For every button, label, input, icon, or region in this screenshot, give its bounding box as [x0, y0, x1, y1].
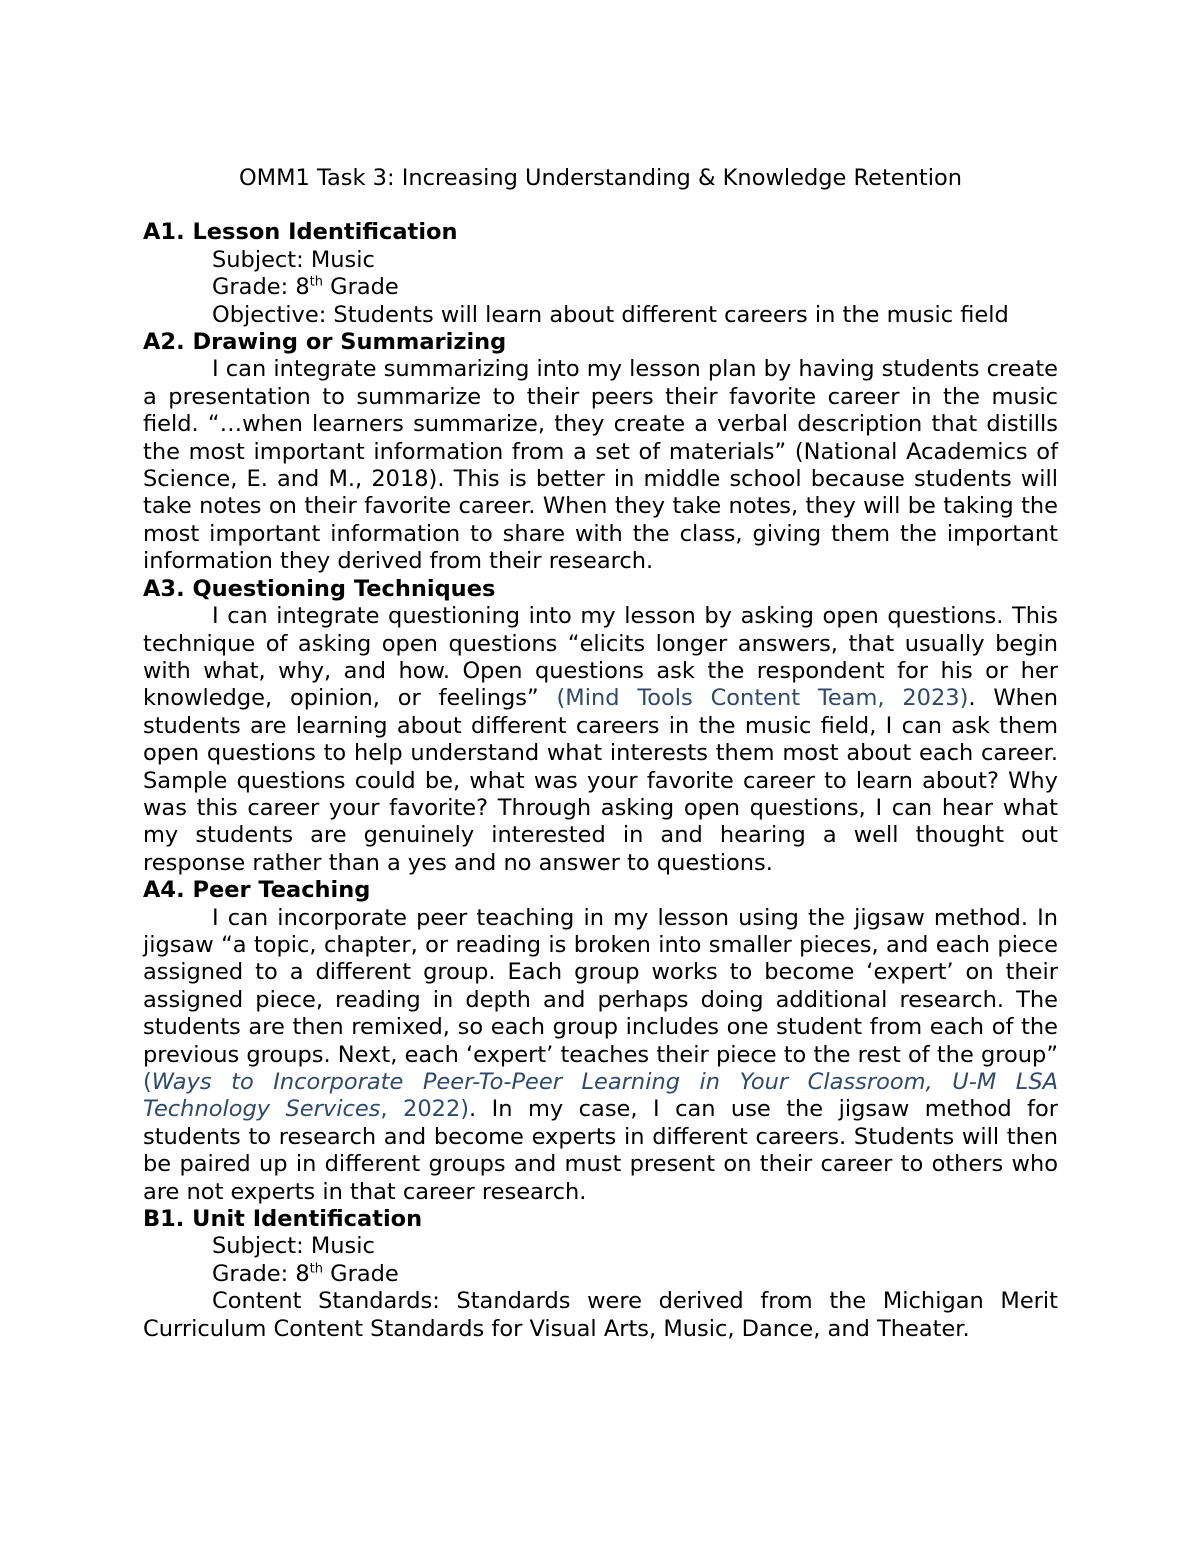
b1-content-standards: Content Standards: Standards were derived from the Michigan Merit Curriculum Content Standards for Visual Arts, Music, Dance, and Theater. — [143, 1288, 1058, 1342]
section-a4 — [143, 877, 1058, 1206]
a4-citation-close: , 2022) — [380, 1096, 470, 1123]
b1-grade-suffix: Grade — [323, 1260, 399, 1287]
a4-citation-title: Ways to Incorporate Peer-To-Peer Learning in Your Classroom, U-M LSA Technology Services — [143, 1069, 1058, 1123]
section-a2-heading: A2. Drawing or Summarizing — [143, 329, 507, 356]
a1-objective: Objective: Students will learn about different careers in the music field — [212, 301, 1009, 328]
a1-grade — [143, 274, 1058, 301]
a1-grade-suffix: Grade — [323, 274, 399, 301]
b1-grade-superscript: th — [309, 1261, 323, 1277]
b1-grade-prefix: Grade: 8 — [212, 1260, 310, 1287]
a4-body-before: I can incorporate peer teaching in my lesson using the jigsaw method. In jigsaw “a topic, chapter, or reading is broken into smaller pieces, and each piece assigned to a different group. Each group works to become ‘expert’ on their assigned piece, reading in depth and perhaps doing additional research. The students are then remixed, so each group includes one student from each of the previous groups. Next, each ‘expert’ teaches their piece to the rest of the group” — [143, 904, 1058, 1068]
b1-subject: Subject: Music — [212, 1233, 375, 1260]
section-b1 — [143, 1206, 1058, 1343]
a4-body-after: . In my case, I can use the jigsaw method for students to research and become experts in different careers. Students will then be paired up in different groups and must present on their career to others who are not experts in that career research. — [143, 1096, 1058, 1205]
section-a4-heading: A4. Peer Teaching — [143, 877, 371, 904]
section-a1-heading: A1. Lesson Identification — [143, 219, 458, 246]
a4-paragraph — [143, 905, 1058, 1206]
a3-body-after: . When students are learning about different careers in the music field, I can ask them open questions to help understand what interests them most about each career. Sample questions could be, what was your favorite career to learn about? Why was this career your favorite? Through asking open questions, I can hear what my students are genuinely interested in and hearing a well thought out response rather than a yes and no answer to questions. — [143, 685, 1059, 876]
section-a3 — [143, 576, 1058, 877]
b1-grade — [143, 1261, 1058, 1288]
a3-body-before: I can integrate questioning into my lesson by asking open questions. This technique of asking open questions “elicits longer answers, that usually begin with what, why, and how. Open questions ask the respondent for his or her knowledge, opinion, or feelings” — [143, 603, 1058, 712]
document-title: OMM1 Task 3: Increasing Understanding & Knowledge Retention — [238, 165, 963, 191]
section-a2 — [143, 329, 1058, 576]
a3-citation: (Mind Tools Content Team, 2023) — [556, 685, 969, 712]
a1-subject: Subject: Music — [212, 246, 375, 273]
a1-grade-superscript: th — [309, 274, 323, 290]
a3-paragraph — [143, 603, 1058, 877]
section-b1-heading: B1. Unit Identification — [143, 1206, 423, 1233]
a2-paragraph: I can integrate summarizing into my lesson plan by having students create a presentation to summarize to their peers their favorite career in the music field. “…when learners summarize, they create a verbal description that distills the most important information from a set of materials” (National Academics of Science, E. and M., 2018). This is better in middle school because students will take notes on their favorite career. When they take notes, they will be taking the most important information to share with the class, giving them the important information they derived from their research. — [143, 356, 1058, 575]
section-a3-heading: A3. Questioning Techniques — [143, 575, 496, 602]
a1-grade-prefix: Grade: 8 — [212, 274, 310, 301]
document-page — [143, 165, 1058, 1343]
a4-citation-open: ( — [143, 1069, 152, 1095]
section-a1 — [143, 219, 1058, 329]
